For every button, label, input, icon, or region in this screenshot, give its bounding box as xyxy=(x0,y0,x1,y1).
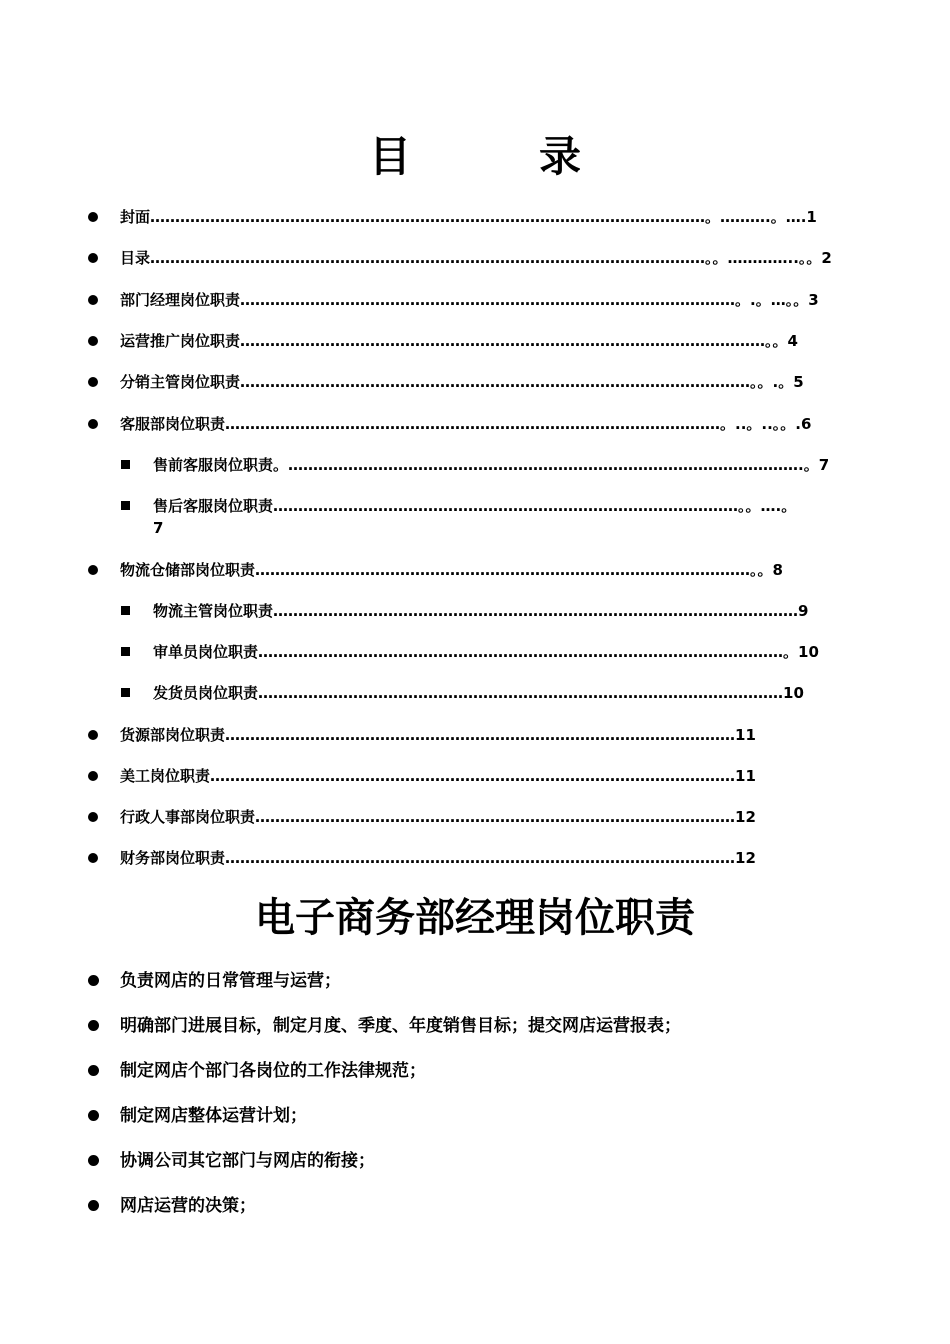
duty-text: 明确部门进展目标，制定月度、季度、年度销售目标；提交网店运营报表； xyxy=(120,1016,681,1036)
toc-entry-text: 封面…………………………………………………………………………………………………。……….。….1 xyxy=(120,208,817,226)
bullet-dot-icon xyxy=(88,377,98,387)
toc-entry-text: 财务部岗位职责…………………………………………………………………………………………12 xyxy=(120,849,756,867)
bullet-dot-icon xyxy=(88,212,98,222)
duty-item xyxy=(120,969,341,993)
bullet-dot-icon xyxy=(88,419,98,429)
bullet-dot-icon xyxy=(88,295,98,305)
bullet-dot-icon xyxy=(88,975,99,986)
bullet-dot-icon xyxy=(88,1110,99,1121)
toc-subentry[interactable] xyxy=(153,600,808,622)
toc-entry-text: 客服部岗位职责………………………………………………………………………………………。..。..。。.6 xyxy=(120,415,812,433)
bullet-square-icon xyxy=(121,647,130,656)
toc-entry-text: 目录…………………………………………………………………………………………………。。…………..。。2 xyxy=(120,249,832,267)
duty-text: 制定网店整体运营计划； xyxy=(120,1106,307,1126)
toc-entry-text: 审单员岗位职责……………………………………………………………………………………………。10 xyxy=(153,643,819,661)
toc-entry[interactable] xyxy=(120,206,817,228)
duty-text: 协调公司其它部门与网店的衔接； xyxy=(120,1151,375,1171)
duty-text: 制定网店个部门各岗位的工作法律规范； xyxy=(120,1061,426,1081)
toc-subentry[interactable] xyxy=(153,682,804,704)
toc-entry-text: 分销主管岗位职责…………………………………………………………………………………………。。.。5 xyxy=(120,373,804,391)
bullet-dot-icon xyxy=(88,565,98,575)
toc-entry-page: 7 xyxy=(153,519,164,537)
toc-subentry[interactable] xyxy=(153,454,829,476)
duty-item xyxy=(120,1149,375,1173)
toc-entry[interactable] xyxy=(120,847,756,869)
toc-entry[interactable] xyxy=(120,330,798,352)
bullet-dot-icon xyxy=(88,853,98,863)
toc-entry-text: 物流仓储部岗位职责………………………………………………………………………………………。。8 xyxy=(120,561,783,579)
toc-subentry[interactable] xyxy=(153,495,796,539)
bullet-dot-icon xyxy=(88,730,98,740)
duty-text: 负责网店的日常管理与运营； xyxy=(120,971,341,991)
toc-entry-text: 售后客服岗位职责…………………………………………………………………………………。。….。 xyxy=(153,497,797,515)
toc-entry[interactable] xyxy=(120,289,819,311)
duty-item xyxy=(120,1194,256,1218)
bullet-square-icon xyxy=(121,688,130,697)
section-title: 电子商务部经理岗位职责 xyxy=(255,895,695,941)
bullet-dot-icon xyxy=(88,1020,99,1031)
bullet-dot-icon xyxy=(88,812,98,822)
toc-entry-text: 运营推广岗位职责……………………………………………………………………………………………。。4 xyxy=(120,332,798,350)
toc-entry-text: 售前客服岗位职责。………………………………………………………………………………………….。7 xyxy=(153,456,830,474)
toc-subentry[interactable] xyxy=(153,641,819,663)
toc-entry[interactable] xyxy=(120,559,783,581)
toc-title-right: 录 xyxy=(539,132,582,181)
bullet-dot-icon xyxy=(88,253,98,263)
duty-item xyxy=(120,1014,681,1038)
bullet-dot-icon xyxy=(88,1200,99,1211)
toc-entry-text: 发货员岗位职责……………………………………………………………………………………………10 xyxy=(153,684,804,702)
toc-entry-text: 部门经理岗位职责………………………………………………………………………………………。.。…。。3 xyxy=(120,291,819,309)
toc-entry-text: 美工岗位职责……………………………………………………………………………………………11 xyxy=(120,767,756,785)
bullet-dot-icon xyxy=(88,336,98,346)
bullet-square-icon xyxy=(121,460,130,469)
toc-entry[interactable] xyxy=(120,247,832,269)
toc-title xyxy=(0,132,950,182)
toc-entry[interactable] xyxy=(120,413,811,435)
toc-entry[interactable] xyxy=(120,806,756,828)
duty-item xyxy=(120,1104,307,1128)
bullet-dot-icon xyxy=(88,1155,99,1166)
bullet-dot-icon xyxy=(88,771,98,781)
bullet-square-icon xyxy=(121,501,130,510)
toc-entry-text: 物流主管岗位职责……………………………………………………………………………………………9 xyxy=(153,602,809,620)
bullet-square-icon xyxy=(121,606,130,615)
toc-entry[interactable] xyxy=(120,724,756,746)
toc-title-left: 目 xyxy=(368,132,411,181)
bullet-dot-icon xyxy=(88,1065,99,1076)
toc-entry-text: 货源部岗位职责…………………………………………………………………………………………11 xyxy=(120,726,756,744)
toc-entry[interactable] xyxy=(120,765,756,787)
duty-item xyxy=(120,1059,426,1083)
toc-entry-text: 行政人事部岗位职责……………………………………………………………………………………12 xyxy=(120,808,756,826)
duty-text: 网店运营的决策； xyxy=(120,1196,256,1216)
toc-entry[interactable] xyxy=(120,371,804,393)
